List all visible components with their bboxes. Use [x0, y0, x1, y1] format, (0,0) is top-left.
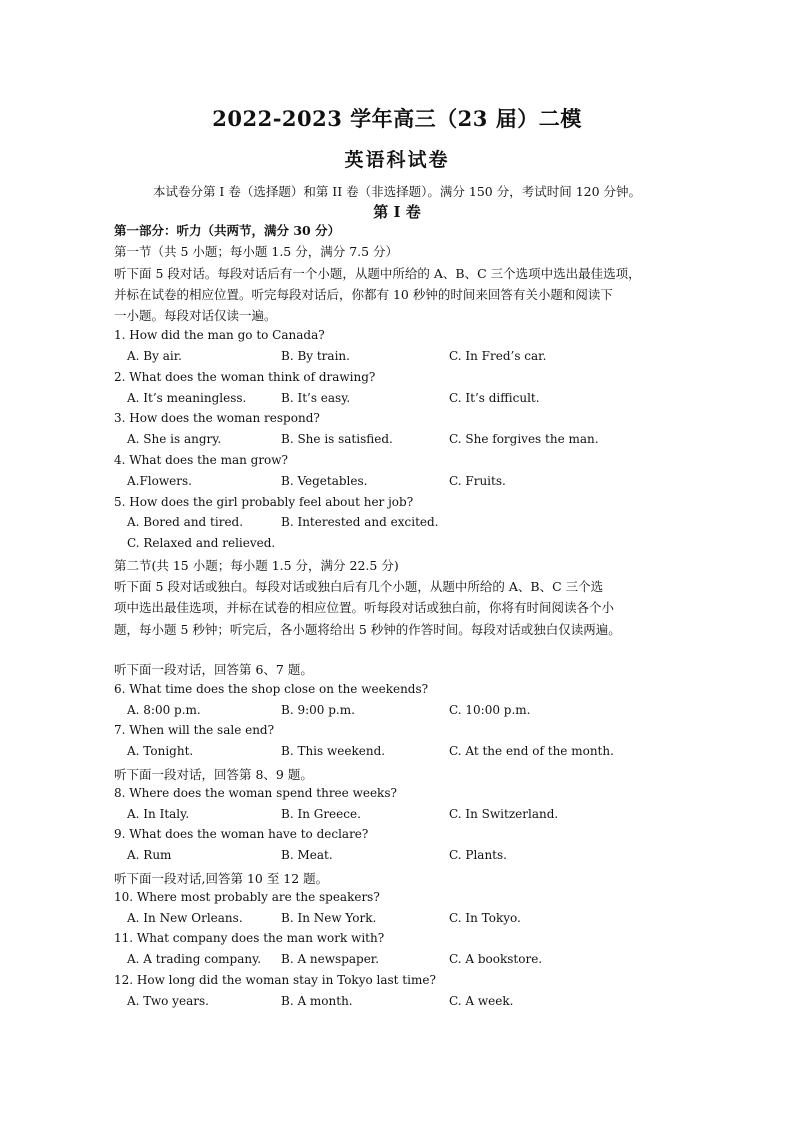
- section1-instruction: 并标在试卷的相应位置。听完每段对话后，你都有 10 秒钟的时间来回答有关小题和阅读下: [114, 287, 613, 302]
- option-b: B. Interested and excited.: [281, 515, 439, 529]
- option-c: C. In Fred’s car.: [449, 349, 547, 363]
- option-a: A. In New Orleans.: [127, 911, 243, 925]
- section2-instruction: 听下面 5 段对话或独白。每段对话或独白后有几个小题，从题中所给的 A、B、C 三个选: [114, 579, 604, 594]
- group-lead: 听下面一段对话,回答第 10 至 12 题。: [114, 871, 329, 886]
- option-a: A. Rum: [127, 848, 172, 862]
- question-2: 2. What does the woman think of drawing?: [114, 370, 376, 384]
- option-c: C. Fruits.: [449, 474, 506, 488]
- option-c: C. At the end of the month.: [449, 744, 614, 758]
- section1-heading: 第一节（共 5 小题；每小题 1.5 分，满分 7.5 分）: [114, 244, 399, 259]
- section2-heading: 第二节(共 15 小题；每小题 1.5 分，满分 22.5 分): [114, 558, 399, 573]
- exam-intro: 本试卷分第 I 卷（选择题）和第 II 卷（非选择题）。满分 150 分，考试时间 120 分钟。: [152, 184, 642, 199]
- option-b: B. This weekend.: [281, 744, 386, 758]
- group-lead: 听下面一段对话，回答第 8、9 题。: [114, 767, 313, 782]
- option-a: A. Tonight.: [127, 744, 194, 758]
- option-a: A. By air.: [127, 349, 182, 363]
- option-c: C. It’s difficult.: [449, 391, 540, 405]
- option-a: A. In Italy.: [127, 807, 190, 821]
- question-4: 4. What does the man grow?: [114, 453, 288, 467]
- group-lead: 听下面一段对话，回答第 6、7 题。: [114, 662, 313, 677]
- section1-instruction: 一小题。每段对话仅读一遍。: [114, 308, 277, 323]
- option-a: A. It’s meaningless.: [127, 391, 247, 405]
- option-a: A. 8:00 p.m.: [127, 703, 201, 717]
- option-b: B. A newspaper.: [281, 952, 380, 966]
- option-a: A. Bored and tired.: [127, 515, 244, 529]
- question-3: 3. How does the woman respond?: [114, 411, 320, 425]
- option-a: A. Two years.: [127, 994, 209, 1008]
- section2-instruction: 题，每小题 5 秒钟；听完后，各小题将给出 5 秒钟的作答时间。每段对话或独白仅读两遍。: [114, 622, 621, 637]
- option-c: C. A bookstore.: [449, 952, 543, 966]
- option-b: B. She is satisfied.: [281, 432, 393, 446]
- exam-subtitle: 英语科试卷: [344, 149, 450, 171]
- question-11: 11. What company does the man work with?: [114, 931, 385, 945]
- option-c: C. In Switzerland.: [449, 807, 559, 821]
- option-b: B. Meat.: [281, 848, 333, 862]
- option-c: C. Relaxed and relieved.: [127, 536, 276, 550]
- option-a: A. A trading company.: [127, 952, 262, 966]
- exam-title: 2022-2023 学年高三（23 届）二模: [212, 106, 582, 131]
- option-c: C. A week.: [449, 994, 514, 1008]
- question-10: 10. Where most probably are the speakers?: [114, 890, 380, 904]
- option-a: A.Flowers.: [127, 474, 192, 488]
- question-12: 12. How long did the woman stay in Tokyo last time?: [114, 973, 436, 987]
- question-7: 7. When will the sale end?: [114, 723, 275, 737]
- option-b: B. By train.: [281, 349, 350, 363]
- volume-heading: 第 I 卷: [373, 203, 421, 221]
- option-b: B. A month.: [281, 994, 353, 1008]
- question-6: 6. What time does the shop close on the weekends?: [114, 682, 429, 696]
- section2-instruction: 项中选出最佳选项，并标在试卷的相应位置。听每段对话或独白前，你将有时间阅读各个小: [114, 600, 615, 615]
- question-9: 9. What does the woman have to declare?: [114, 827, 369, 841]
- question-8: 8. Where does the woman spend three weeks?: [114, 786, 397, 800]
- option-c: C. In Tokyo.: [449, 911, 521, 925]
- option-c: C. Plants.: [449, 848, 507, 862]
- question-5: 5. How does the girl probably feel about her job?: [114, 495, 414, 509]
- option-b: B. 9:00 p.m.: [281, 703, 355, 717]
- option-b: B. In New York.: [281, 911, 377, 925]
- part1-heading: 第一部分：听力（共两节，满分 30 分）: [114, 223, 341, 238]
- option-b: B. It’s easy.: [281, 391, 351, 405]
- option-c: C. She forgives the man.: [449, 432, 599, 446]
- question-1: 1. How did the man go to Canada?: [114, 328, 325, 342]
- option-b: B. Vegetables.: [281, 474, 368, 488]
- option-b: B. In Greece.: [281, 807, 361, 821]
- option-a: A. She is angry.: [127, 432, 222, 446]
- section1-instruction: 听下面 5 段对话。每段对话后有一个小题，从题中所给的 A、B、C 三个选项中选出最佳选项，: [114, 266, 641, 281]
- option-c: C. 10:00 p.m.: [449, 703, 531, 717]
